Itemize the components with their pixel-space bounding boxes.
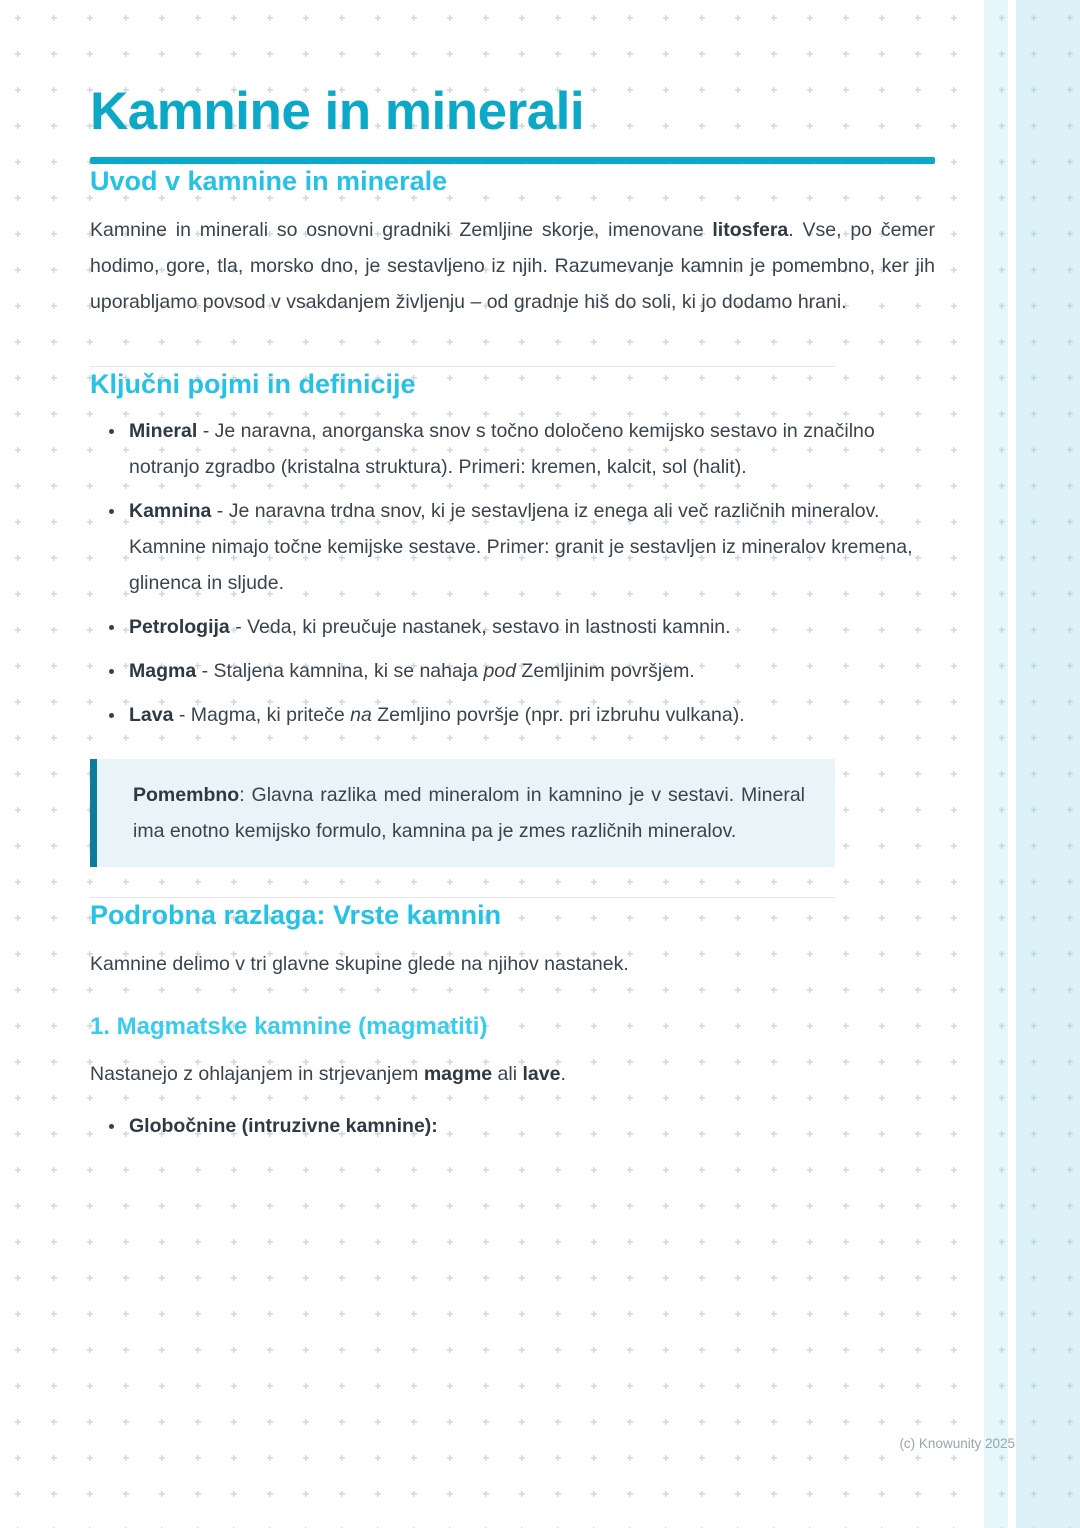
text-segment: Nastanejo z ohlajanjem in strjevanjem: [90, 1063, 424, 1085]
definition-item-lava: [126, 697, 935, 733]
term-label: Petrologija: [129, 616, 230, 638]
page-edge-strip-outer: [1016, 0, 1080, 1528]
callout-label: Pomembno: [133, 784, 240, 806]
copyright-footer: (c) Knowunity 2025: [899, 1436, 1015, 1451]
text-segment: Kamnine in minerali so osnovni gradniki Zemljine skorje, imenovane: [90, 219, 713, 241]
important-callout: [90, 759, 835, 867]
term-label: Globočnine (intruzivne kamnine):: [129, 1115, 438, 1137]
term-label: Magma: [129, 660, 197, 682]
italic-word: pod: [483, 660, 516, 682]
text-segment: . Vse, po čemer hodimo, gore, tla, morsko dno, je sestavljeno iz njih. Razumevanje kamnin je pomembno, ker jih uporabljamo povsod v vsakdanjem življenju – od gradnje hiš do soli, ki jo dodamo hrani.: [90, 219, 936, 313]
definition-item-magma: [126, 653, 935, 689]
definition-text: - Magma, ki priteče: [173, 704, 351, 726]
text-segment: : Glavna razlika med mineralom in kamnino je v sestavi. Mineral ima enotno kemijsko formulo, kamnina pa je zmes različnih mineralov.: [133, 784, 805, 842]
text-segment: .: [560, 1063, 566, 1085]
callout-text: [133, 777, 805, 849]
term-label: Kamnina: [129, 500, 212, 522]
intro-paragraph: [90, 212, 935, 320]
definition-text: - Je naravna, anorganska snov s točno določeno kemijsko sestavo in značilno notranjo zgradbo (kristalna struktura). Primeri: kremen, kalcit, sol (halit).: [129, 420, 875, 478]
bold-term-lave: lave: [522, 1063, 561, 1085]
page-edge-strip-inner: [984, 0, 1008, 1528]
definition-item-petrologija: [126, 609, 935, 645]
definition-text: - Veda, ki preučuje nastanek, sestavo in lastnosti kamnin.: [229, 616, 731, 638]
vrste-intro-paragraph: Kamnine delimo v tri glavne skupine glede na njihov nastanek.: [90, 953, 629, 975]
term-label: Lava: [129, 704, 174, 726]
subsection-heading-magmatske: 1. Magmatske kamnine (magmatiti): [90, 1013, 488, 1040]
definition-text: Zemljinim površjem.: [515, 660, 695, 682]
section-heading-vrste: Podrobna razlaga: Vrste kamnin: [90, 900, 502, 930]
magmatske-paragraph: [90, 1056, 935, 1092]
section-heading-pojmi: Ključni pojmi in definicije: [90, 369, 416, 399]
notes-page-content: [90, 0, 935, 1144]
term-label: Mineral: [129, 420, 198, 442]
bold-term-litosfera: litosfera: [712, 219, 789, 241]
bold-term-magme: magme: [423, 1063, 493, 1085]
definition-item-kamnina: [126, 493, 935, 601]
definition-text: - Je naravna trdna snov, ki je sestavljena iz enega ali več različnih mineralov. Kamnine nimajo točne kemijske sestave. Primer: granit je sestavljen iz mineralov kremena, glinenca in sljude.: [129, 500, 913, 594]
title-underline: [90, 157, 935, 164]
text-segment: ali: [492, 1063, 523, 1085]
definition-item-mineral: [126, 413, 935, 485]
definition-text: Zemljino površje (npr. pri izbruhu vulkana).: [371, 704, 745, 726]
italic-word: na: [350, 704, 372, 726]
list-item-globocnine: [126, 1108, 935, 1144]
section-heading-uvod: Uvod v kamnine in minerale: [90, 166, 448, 196]
definition-text: - Staljena kamnina, ki se nahaja: [196, 660, 484, 682]
magmatske-list: [90, 1108, 935, 1144]
definitions-list: [90, 413, 935, 733]
page-title: Kamnine in minerali: [90, 82, 585, 141]
